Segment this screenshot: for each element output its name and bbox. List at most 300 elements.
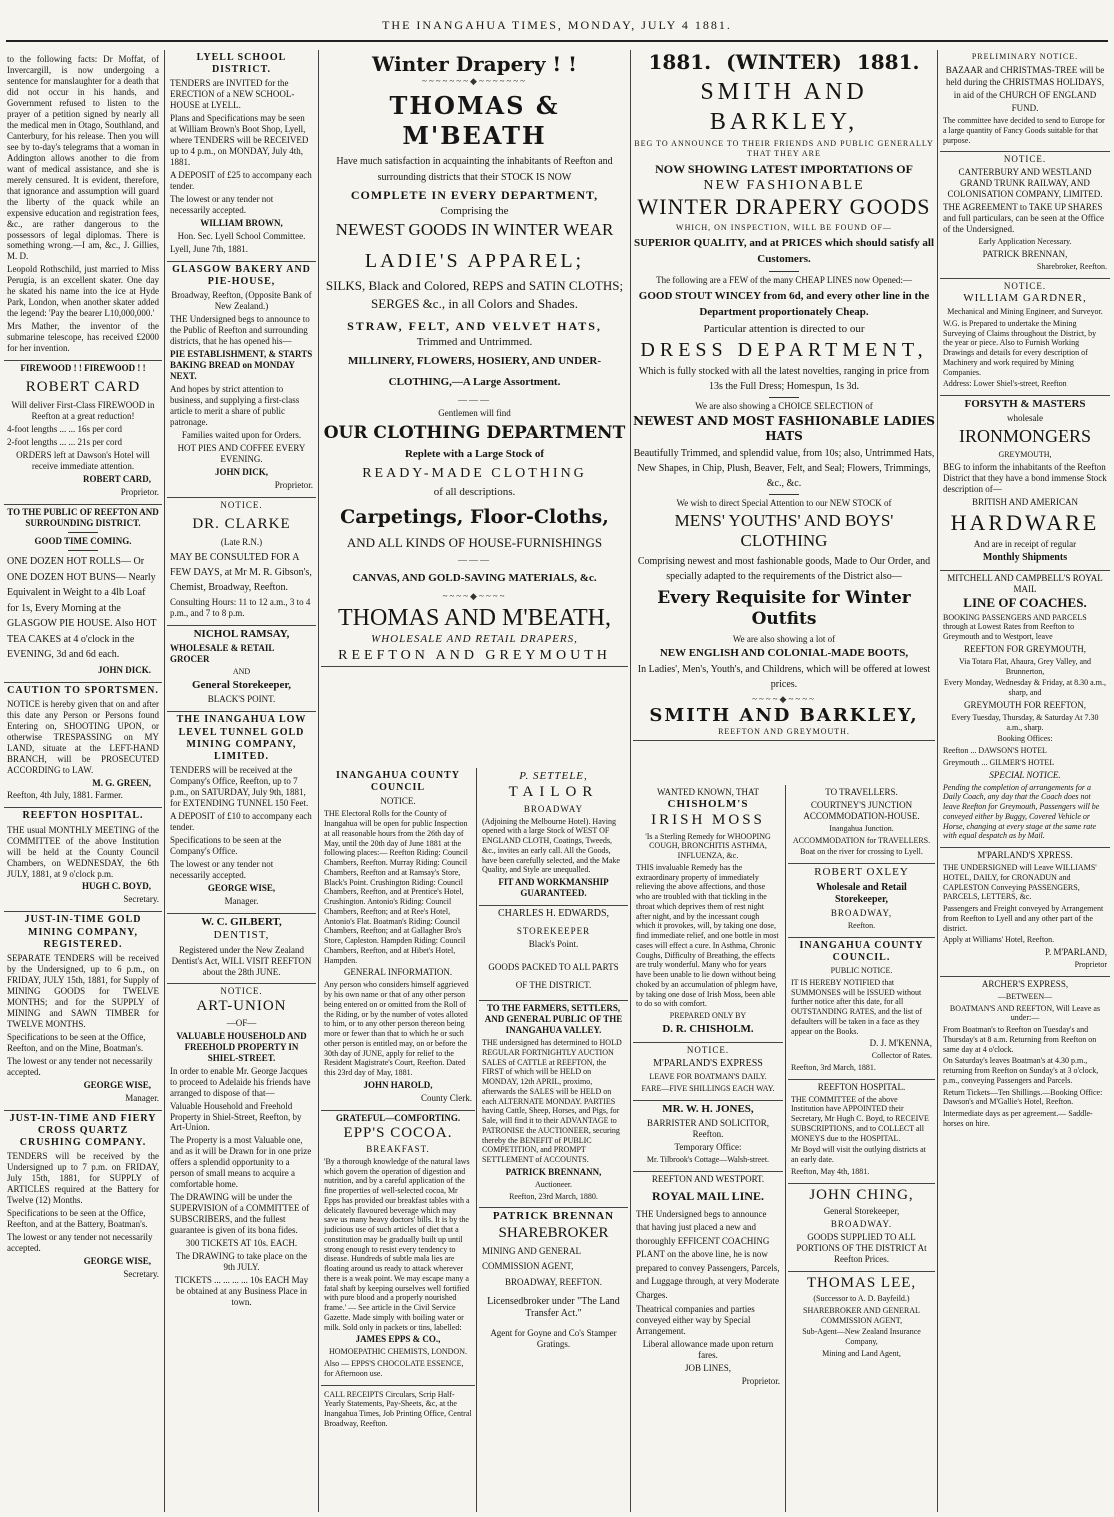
epps-also: Also — EPPS'S CHOCOLATE ESSENCE, for Afternoon use. (324, 1359, 464, 1378)
comprising-line: Comprising the (440, 204, 509, 217)
mitchell-line: MITCHELL AND CAMPBELL'S ROYAL MAIL (947, 572, 1103, 594)
notice-heading: NOTICE. (1003, 280, 1047, 291)
fiery-ad (4, 1111, 162, 1286)
jones-name: MR. W. H. JONES, (662, 1102, 754, 1115)
masthead-title: THE INANGAHUA TIMES, MONDAY, JULY 4 1881. (382, 18, 732, 32)
coaches-line: LINE OF COACHES. (963, 594, 1087, 610)
column-1 (4, 50, 162, 1512)
fit-line: FIT AND WORKMANSHIP GUARANTEED. (498, 877, 609, 899)
agreement-text: THE AGREEMENT to TAKE UP SHARES and full particulars, can be seen at the Office of the Undersigned. (943, 202, 1105, 235)
forsyth-ad (940, 396, 1110, 571)
sb-dress-text: Which is fully stocked with all the latest novelties, ranging in price from 13s the Full Dress; Homespun, 1s 3d. (638, 366, 930, 393)
council-text: THE Electoral Rolls for the County of Inangahua will be open for public Inspection at all reasonable hours from the 26th day of May, until the 20th day of June 1881 at the following places:— Reefton Riding: Council Chambers, Reefton. Murray Riding: Council Chambers, Reefton and at Ramsay's Store, Black's Point. Crushington Riding: Council Chambers, Reefton, and at Prentice's Hotel, Crushington. Antonio's Riding: Council Chambers, Reefton; and at Ree's Hotel, Antonio's Flat. Boatman's Riding: Council Chambers, Reefton; and at Gallagher Bro's Store, Capleston. Hampden Riding: Council Chambers, Reefton, and at Hibet's Hotel, Hampden. (324, 809, 468, 965)
job-signature: JOB LINES, (684, 1362, 731, 1373)
jit-spec: Specifications to be seen at the Office, Reefton, and on the Mine, Boatman's. (7, 1031, 146, 1053)
sb-hats: NEWEST AND MOST FASHIONABLE LADIES HATS (633, 414, 935, 444)
sb-particular: Particular attention is directed to our (703, 322, 865, 335)
lyell-deposit: A DEPOSIT of £25 to accompany each tender. (170, 170, 312, 192)
gardner-text: W.G. is Prepared to undertake the Mining Surveying of Claims throughout the District, by the year or piece. Also to Furnish Working Drawings and details for every description of Machinery and work required by Mining Companies. (943, 318, 1097, 377)
moss-body: THIS invaluable Remedy has the extraordinary property of immediately relieving the above affections, and those who are troubled with that tickling in the throat which deprives them of rest night after night, and by the incessant cough which it provokes, will, by taking one dose, find immediate relief, and one bottle in most cases will effect a cure. In Asthma, Chronic Coughs, Difficulty of Breathing, the effects are truly wonderful. Many who for years have been unable to lie down without being choked by an accumulation of phlegm have, by taking one dose of Irish Moss, been able to do so with comfort. (636, 862, 779, 1009)
clarke-hours: Consulting Hours: 11 to 12 a.m., 3 to 4 p.m., and 7 to 8 p.m. (170, 596, 311, 618)
fiery-signature: GEORGE WISE, (83, 1255, 151, 1266)
column-4b (788, 785, 935, 1512)
ironmongers-line: IRONMONGERS (958, 426, 1091, 447)
rolls-text: ONE DOZEN HOT ROLLS— Or ONE DOZEN HOT BUNS— Nearly Equivalent in Weight to a 4lb Loaf for 1s, Every Morning at the GLASGOW PIE HOUSE. Also HOT TEA CAKES at 4 o'clock in the EVENING, 3d and 6d each. (7, 556, 157, 661)
clarke-name: DR. CLARKE (192, 515, 291, 532)
special-notice: SPECIAL NOTICE. (989, 769, 1061, 780)
irish-moss: IRISH MOSS (651, 812, 765, 829)
accommodation-line: ACCOMMODATION for TRAVELLERS. (792, 835, 931, 845)
card-text: Will deliver First-Class FIREWOOD in Reefton at a great reduction! (11, 400, 155, 422)
info-text: Any person who considers himself aggrieved by his own name or that of any other person being entered on or omitted from the Roll of the Riding, or by the number of votes alloted to him, or to any other person thereon being more or fewer than that to which he or such other person is entitled may, on or before the 30th day of JUNE, apply for relief to the Resident Magistrate's Court, Reefton. Dated this 23rd day of May, 1881. (324, 980, 469, 1078)
fiery-lowest: The lowest or any tender not necessarily accepted. (7, 1231, 153, 1253)
replete-line: Replete with a Large Stock of (404, 447, 544, 460)
settele-ad (479, 768, 628, 906)
british-line: BRITISH AND AMERICAN (971, 496, 1078, 507)
column-rule (785, 785, 786, 1512)
lyell-text: TENDERS are INVITED for the ERECTION of a NEW SCHOOL-HOUSE at LYELL. (170, 78, 295, 111)
glasgow-pie: PIE ESTABLISHMENT, & STARTS BAKING BREAD on MONDAY NEXT. (170, 349, 313, 382)
gilbert-name: W. C. GILBERT, (201, 915, 282, 928)
ornament: ——— (458, 395, 491, 406)
pie-house-ad (4, 505, 162, 682)
r2g-line: REEFTON FOR GREYMOUTH, (963, 643, 1087, 654)
hardware-line: HARDWARE (950, 509, 1100, 535)
council-notice: NOTICE. (380, 796, 416, 807)
gardner-ad (940, 279, 1110, 396)
epps-name: EPP'S COCOA. (343, 1124, 453, 1141)
lee-agent: Sub-Agent—New Zealand Insurance Company, (802, 1327, 921, 1347)
trimmed-line: Trimmed and Untrimmed. (416, 336, 533, 349)
junction-line: Inangahua Junction. (829, 823, 894, 833)
farmers-signature: PATRICK BRENNANN, (505, 1166, 602, 1177)
from1-text: From Boatman's to Reefton on Tuesday's and Thursday's at 8 a.m. Returning from Reefton on same day at 4 o'clock. (943, 1025, 1097, 1054)
column-rule (164, 50, 165, 1512)
divider (68, 532, 98, 533)
ching-ad (788, 1184, 935, 1272)
ramsay-ad (167, 626, 316, 712)
farmers-signature-role: Auctioneer. (534, 1179, 573, 1189)
mather-item: Mrs Mather, the inventor of the submarine telescope, has received £2000 for her invention. (7, 321, 159, 354)
preliminary-title: PRELIMINARY NOTICE. (971, 52, 1079, 61)
ching-trade: General Storekeeper, (823, 1206, 900, 1217)
farmers-ad (479, 1001, 628, 1208)
gilbert-profession: DENTIST, (213, 929, 270, 942)
sb-which: WHICH, ON INSPECTION, WILL BE FOUND OF— (676, 222, 892, 232)
hospital-collect-text: THE COMMITTEE of the above Institution have APPOINTED their Secretary, Mr Hugh C. Boyd, to RECEIVE SUBSCRIPTIONS, and to COLLECT all MONEYS due to the HOSPITAL. (791, 1094, 929, 1143)
art-union-text: VALUABLE HOUSEHOLD AND FREEHOLD PROPERTY IN SHIEL-STREET. (176, 1030, 307, 1063)
oxley-town: Reefton. (847, 920, 876, 930)
apply-line: Apply at Williams' Hotel, Reefton. (943, 935, 1055, 945)
brennan-signature: PATRICK BRENNAN, (982, 248, 1068, 259)
rates-notice-ad (788, 938, 935, 1080)
glasgow-signature-role: Proprietor. (274, 479, 313, 490)
courtney-ad (788, 785, 935, 864)
tunnel-signature: GEORGE WISE, (207, 882, 276, 893)
sb-footer-name: SMITH AND BARKLEY, (649, 704, 919, 726)
caution-ad (4, 683, 162, 809)
tunnel-spec: Specifications to be seen at the Company's Office. (170, 834, 282, 856)
edwards-ad (479, 906, 628, 1001)
tm-places: REEFTON AND GREYMOUTH (321, 647, 628, 667)
hospital-signature: HUGH C. BOYD, (81, 881, 151, 892)
notice-heading: NOTICE. (686, 1045, 730, 1056)
card-signature: ROBERT CARD, (82, 474, 151, 485)
greymouth-line: GREYMOUTH, (998, 450, 1052, 460)
hospital-ad (4, 808, 162, 912)
art-union-ad (167, 984, 316, 1313)
sb-showing: NOW SHOWING LATEST IMPORTATIONS OF (655, 162, 913, 177)
art-union-of: —OF— (226, 1017, 257, 1028)
divider (769, 397, 799, 398)
card-line-1: 4-foot lengths ... ... 16s per cord (7, 424, 122, 435)
rolls-signature: JOHN DICK. (97, 664, 151, 675)
info-signature-role: County Clerk. (421, 1092, 472, 1103)
sb-choice: We are also showing a CHOICE SELECTION of (695, 401, 873, 412)
public-notice-line: PUBLIC NOTICE. (830, 966, 893, 976)
gardner-address: Address: Lower Shiel's-street, Reefton (943, 379, 1067, 389)
column-4a (633, 785, 783, 1512)
sb-lot: We are also showing a lot of (732, 633, 836, 644)
art-union-property: The Property is a most Valuable one, and as it will be Drawn for in one prize offers a splendid opportunity to a person of small means to acquire a comfortable home. (170, 1135, 312, 1190)
mparland-title: M'PARLAND'S EXPRESS (653, 1058, 763, 1070)
brennan-address: Sharebroker, Reefton. (1036, 261, 1107, 271)
gentlemen-line: Gentlemen will find (438, 408, 511, 419)
chisholm-line: CHISHOLM'S (667, 797, 749, 810)
caution-signature: M. G. GREEN, (92, 777, 151, 788)
forsyth-text: BEG to inform the inhabitants of the Reefton District that they have a bond immense Stock description of— (943, 462, 1107, 495)
goods-supplied: GOODS SUPPLIED TO ALL PORTIONS OF THE DISTRICT At Reefton Prices. (796, 1231, 927, 1264)
tm-trade: WHOLESALE AND RETAIL DRAPERS, (371, 633, 578, 646)
sb-boots-text: In Ladies', Men's, Youth's, and Childrens, which will be offered at lowest prices. (637, 663, 931, 690)
tunnel-text: TENDERS will be received at the Company's Office, Reefton, up to 7 p.m., on SATURDAY, July 9th, 1881, for EXTENDING TUNNEL 150 Feet. (170, 765, 309, 809)
art-union-drawing: The DRAWING will be under the SUPERVISION of a COMMITTEE of SUBSCRIBERS, and the fullest guarantee is given of its bona fides. (170, 1192, 310, 1236)
irish-moss-ad (633, 785, 783, 1043)
moss-text: 'Is a Sterling Remedy for WHOOPING COUGH, BRONCHITIS ASTHMA, INFLUENZA, &c. (645, 831, 771, 861)
lyell-date: Lyell, June 7th, 1881. (170, 243, 248, 254)
sb-fashionable: NEW FASHIONABLE (703, 178, 865, 194)
lee-ad (788, 1272, 935, 1365)
every2-line: Every Tuesday, Thursday, & Saturday At 7.30 a.m., sharp. (951, 712, 1099, 732)
mparland-signature: P. M'PARLAND, (1044, 947, 1107, 958)
art-union-tickets: 300 TICKETS AT 10s. EACH. (185, 1238, 298, 1249)
coaches-ad (940, 571, 1110, 848)
column-3a (321, 768, 475, 1512)
rates-text: IT IS HEREBY NOTIFIED that SUMMONSES will be ISSUED without further notice after this date, for all OUTSTANDING RATES, and the list of defaulters will be taken in a face as they appear on the Books. (791, 977, 922, 1036)
mparland-express-ad (633, 1043, 783, 1101)
all-descriptions: of all descriptions. (433, 486, 516, 499)
jit-lowest: The lowest or any tender not necessarily accepted. (7, 1055, 153, 1077)
sb-mens: MENS' YOUTHS' AND BOYS' CLOTHING (674, 510, 894, 551)
jit-title: JUST-IN-TIME GOLD MINING COMPANY, REGISTERED. (24, 914, 142, 950)
rothschild-item: Leopold Rothschild, just married to Miss Perugia, is an excellent skater. One day he skated his name into the ice at Hyde Park, London, when another skater added the legend: 'Pay the bearer L10,000,000.' (7, 264, 159, 319)
lee-trade: SHAREBROKER AND GENERAL COMMISSION AGENT, (803, 1305, 920, 1325)
winter-year: 1881. (WINTER) 1881. (648, 50, 920, 74)
column-rule (937, 50, 938, 1512)
early-line: Early Application Necessary. (978, 237, 1072, 247)
booking-text: BOOKING PASSENGERS AND PARCELS through at Lowest Rates from Reefton to Greymouth and to Westport, leave (943, 612, 1087, 642)
glasgow-signature: JOHN DICK, (214, 466, 268, 477)
westport-line: REEFTON AND WESTPORT. (651, 1174, 765, 1185)
committee-text: The committee have decided to send to Europe for a large quantity of Fancy Goods suitable for that purpose. (943, 116, 1105, 145)
ornament: ——— (458, 554, 491, 565)
brennan-ad (479, 1208, 628, 1356)
gardner-name: WILLIAM GARDNER, (963, 291, 1087, 304)
edwards-trade: STOREKEEPER (516, 926, 591, 937)
xpress-text: THE UNDERSIGNED will Leave WILLIAMS' HOTEL, DAILY, for CRONADUN and CAPLESTON Conveying PASSENGERS, PARCELS, LETTERS, &c. (943, 863, 1097, 902)
ramsay-and: AND (232, 667, 251, 677)
tunnel-signature-role: Manager. (224, 895, 259, 906)
lee-name: THOMAS LEE, (806, 1274, 917, 1291)
column-rule (476, 768, 477, 1512)
good-time-title: GOOD TIME COMING. (34, 536, 132, 547)
gilbert-text: Registered under the New Zealand Dentist's Act, WILL VISIT REEFTON about the 28th JUNE. (171, 944, 312, 977)
caution-date: Reefton, 4th July, 1881. Farmer. (7, 790, 123, 801)
epps-sub: BREAKFAST. (366, 1144, 430, 1155)
boyd-line: Mr Boyd will visit the outlying districts at an early date. (791, 1145, 926, 1165)
ramsay-text: WHOLESALE & RETAIL GROCER (170, 643, 274, 665)
via-line: Via Totara Flat, Ahaura, Grey Valley, and Brunnerton, (958, 656, 1092, 676)
masthead (0, 0, 1114, 44)
hospital-title: REEFTON HOSPITAL. (22, 810, 144, 822)
glasgow-families: Families waited upon for Orders. (181, 429, 302, 440)
brennan-text: MINING AND GENERAL COMMISSION AGENT, (482, 1246, 581, 1272)
farmers-text: THE undersigned has determined to HOLD REGULAR FORTNIGHTLY AUCTION SALES of CATTLE at REEFTON, the FIRST of which will be HELD on MONDAY, 12th APRIL, proximo, afterwards the SALES will be HELD on each ALTERNATE MONDAY. PARTIES having Cattle, Sheep, Horses, and Pigs, for Sale, will find it to their ADVANTAGE to PATRONISE the AUCTIONEER, securing thereby the BENEFIT of PUBLIC COMPETITION, and PROMPT SETTLEMENT of ACCOUNTS. (482, 1038, 622, 1165)
temporary-address: Mr. Tilbrook's Cottage—Walsh-street. (646, 1155, 770, 1165)
art-union-order: In order to enable Mr. George Jacques to proceed to Adelaide his friends have arranged to dispose of that— (170, 1065, 311, 1098)
epps-ad (321, 1111, 475, 1386)
notice-heading: NOTICE. (220, 499, 263, 510)
fiery-text: TENDERS will be received by the Undersigned up to 7 p.m. on FRIDAY, July 15th, 1881, for SUPPLY of ARTICLES required at the Battery for Twelve (12) Months. (7, 1151, 159, 1206)
oxley-name: ROBERT OXLEY (814, 866, 909, 879)
prepared-line: PREPARED ONLY BY (669, 1011, 747, 1021)
carpetings-line: Carpetings, Floor-Cloths, (340, 505, 609, 528)
gardner-trade: Mechanical and Mining Engineer, and Surveyor. (947, 307, 1103, 316)
tunnel-ad (167, 712, 316, 913)
ornament: ~~~~◆~~~~ (752, 693, 816, 704)
firewood-title: FIREWOOD ! ! FIREWOOD ! ! (20, 363, 146, 374)
general-info: GENERAL INFORMATION. (343, 967, 453, 978)
sb-announce: BEG TO ANNOUNCE TO THEIR FRIENDS AND PUBLIC GENERALLY THAT THEY ARE (634, 138, 934, 158)
thomas-mbeath-ad (321, 50, 628, 765)
special-text: Pending the completion of arrangements for a Daily Coach, any day that the Coach does not leave Reefton for Greymouth, Passengers will be conveyed either by Buggy, Covered Vehicle or Horse, changing at every stage at the same rate with equal despatch as by Mail. (943, 782, 1100, 841)
card-name: ROBERT CARD (25, 379, 141, 396)
epps-signature: JAMES EPPS & CO., (355, 1334, 441, 1345)
return-text: Return Tickets—Ten Shillings.—Booking Office: Dawson's and M'Gallie's Hotel, Reefton. (943, 1087, 1103, 1107)
council-ad (321, 768, 475, 1111)
hats-line: STRAW, FELT, AND VELVET HATS, (347, 319, 602, 334)
council-title: INANGAHUA COUNTY COUNCIL (335, 770, 461, 794)
archer-ad (940, 977, 1110, 1135)
sb-wish: We wish to direct Special Attention to our NEW STOCK of (676, 497, 892, 508)
ladies-apparel: LADIE'S APPAREL; (364, 249, 585, 272)
epps-tag: GRATEFUL—COMFORTING. (335, 1112, 461, 1123)
jones-ad (633, 1101, 783, 1172)
every1-line: Every Monday, Wednesday & Friday, at 8.30 a.m., sharp, and (944, 678, 1106, 698)
goods-packed: GOODS PACKED TO ALL PARTS OF THE DISTRICT. (488, 962, 619, 991)
monthly-line: Monthly Shipments (982, 551, 1068, 563)
farmers-title: TO THE FARMERS, SETTLERS, AND GENERAL PUBLIC OF THE INANGAHUA VALLEY. (484, 1003, 623, 1036)
card-orders: ORDERS left at Dawson's Hotel will receive immediate attention. (16, 450, 150, 472)
notice-heading: NOTICE. (1003, 154, 1047, 165)
canvas-line: CANVAS, AND GOLD-SAVING MATERIALS, &c. (352, 571, 597, 584)
boat-line: Boat on the river for crossing to Lyell. (800, 847, 923, 857)
job-signature-role: Proprietor. (741, 1375, 780, 1386)
art-union-date: The DRAWING to take place on the 9th JULY. (175, 1251, 308, 1273)
divider (769, 271, 799, 272)
complete-line: COMPLETE IN EVERY DEPARTMENT, (350, 187, 599, 202)
epps-signature-role: HOMOEPATHIC CHEMISTS, LONDON. (329, 1347, 467, 1357)
lyell-lowest: The lowest or any tender not necessarily accepted. (170, 194, 274, 216)
jit-ad (4, 912, 162, 1110)
royal-mail-ad (633, 1172, 783, 1393)
column-5 (940, 50, 1110, 1512)
newest-goods: NEWEST GOODS IN WINTER WEAR (335, 219, 614, 239)
fiery-title: JUST-IN-TIME AND FIERY CROSS QUARTZ CRUSHING COMPANY. (9, 1112, 157, 1148)
column-2 (167, 50, 316, 1512)
ramsay-store: General Storekeeper, (192, 679, 291, 692)
railway-ad (940, 152, 1110, 278)
sb-mens-text: Comprising newest and most fashionable goods, Made to Our Order, and specially adapted to the requirements of the District also— (637, 556, 931, 583)
sb-places: REEFTON AND GREYMOUTH. (633, 727, 935, 741)
fiery-signature-role: Secretary. (123, 1268, 159, 1279)
saturday-text: On Saturday's leaves Boatman's at 4.30 p.m., returning from Reefton on Sunday's at 3 o'clock, p.m., conveying Passengers and Parcels. (943, 1056, 1099, 1085)
temporary-line: Temporary Office: (674, 1142, 742, 1153)
booking-offices: Booking Offices: (997, 734, 1053, 744)
bazaar-text: BAZAAR and CHRISTMAS-TREE will be held during the CHRISTMAS HOLIDAYS, in aid of the CHURCH OF ENGLAND FUND. (945, 64, 1105, 113)
royal-text: THE Undersigned begs to announce that having just placed a new and thoroughly EFFICENT COACHING PLANT on the above line, he is now prepared to convey Passengers, Parcels, and Luggage through, at very Moderate Charges. (636, 1208, 780, 1300)
clothing-department: OUR CLOTHING DEPARTMENT (323, 423, 626, 444)
card-line-2: 2-foot lengths ... ... 21s per cord (7, 437, 122, 448)
sb-every: Every Requisite for Winter Outfits (657, 588, 911, 629)
jit-signature-role: Manager. (125, 1092, 159, 1103)
notice-heading: NOTICE. (220, 986, 263, 997)
mkenna-role: Collector of Rates. (871, 1051, 932, 1061)
sb-hats-text: Beautifully Trimmed, and splendid value, from 10s; also, Untrimmed Hats, New Shapes, in Chip, Plush, Beaver, Felt, and Seal; Flowers, Trimmings, &c., &c. (633, 447, 935, 489)
office-2: Greymouth ... GILMER'S HOTEL (943, 757, 1055, 767)
divider (68, 550, 98, 551)
column-rule (630, 50, 631, 1512)
tm-footer-name: THOMAS AND M'BEATH, (337, 605, 611, 632)
brennan-where: BROADWAY, REEFTON. (504, 1276, 603, 1287)
edwards-name: CHARLES H. EDWARDS, (497, 908, 610, 920)
wanted-line: WANTED KNOWN, THAT (656, 787, 760, 797)
jit-signature: GEORGE WISE, (83, 1079, 151, 1090)
agent-line: Agent for Goyne and Co's Stamper Gratings. (490, 1328, 617, 1349)
letter-block (4, 50, 162, 361)
sb-boots: NEW ENGLISH AND COLONIAL-MADE BOOTS, (659, 646, 909, 659)
archer-title: ARCHER'S EXPRESS, (981, 978, 1069, 989)
fare-line: FARE—FIVE SHILLINGS EACH WAY. (641, 1084, 775, 1094)
xpress-title: M'PARLAND'S XPRESS. (977, 850, 1073, 861)
lee-sub: (Successor to A. D. Bayfeild.) (813, 1294, 910, 1304)
mparland-role: Proprietor (1074, 960, 1107, 970)
public-title: TO THE PUBLIC OF REEFTON AND SURROUNDING DISTRICT. (7, 507, 159, 529)
readymade-line: READY-MADE CLOTHING (362, 466, 587, 482)
g2r-line: GREYMOUTH FOR REEFTON, (963, 699, 1087, 710)
epps-text: 'By a thorough knowledge of the natural laws which govern the operation of digestion and nutrition, and by a careful application of the fine properties of well-selected cocoa, Mr Epps has provided our breakfast tables with a delicately flavoured beverage which may save us many heavy doctors' bills. It is by the judicious use of such articles of diet that a constitution may be gradually built up until strong enough to resist every tendency to disease. Hundreds of subtle mala lies are floating around us ready to attack wherever there is a weak point. We may escape many a fatal shaft by keeping ourselves well fortified with pure blood and a properly nourished frame.' — See article in the Civil Service Gazette. Made simply with boiling water or milk. Sold only in packets or tins, labelled: (324, 1156, 470, 1332)
art-union-obtain: TICKETS ... ... ... ... 10s EACH May be obtained at any Business Place in town. (174, 1275, 309, 1307)
lyell-signature: WILLIAM BROWN, (200, 218, 283, 228)
mparland-sub: LEAVE FOR BOATMAN'S DAILY. (649, 1072, 767, 1082)
hospital-title-2: REEFTON HOSPITAL. (817, 1081, 906, 1092)
settele-text: (Adjoining the Melbourne Hotel). Having opened with a large Stock of WEST OF ENGLAND CLOTH, Coatings, Tweeds, &c., invites an early call. All the Goods, have been carefully selected, and the Make Quality, and Style are unequalled. (482, 816, 620, 875)
ornament: ~~~~~~~◆~~~~~~~ (421, 76, 528, 87)
between-line: —BETWEEN— (997, 991, 1053, 1001)
glasgow-sub: Broadway, Reefton, (Opposite Bank of New Zealand.) (171, 290, 312, 312)
glasgow-hope: And hopes by strict attention to business, and supplying a first-class article to merit a share of public patronage. (170, 384, 300, 427)
card-signature-role: Proprietor. (120, 487, 159, 498)
mkenna-date: Reefton, 3rd March, 1881. (791, 1063, 876, 1072)
route-line: BOATMAN'S AND REEFTON, Will Leave as under:— (949, 1003, 1101, 1023)
hospital-signature-role: Secretary. (123, 894, 159, 905)
divider (769, 494, 799, 495)
liberal-line: Liberal allowance made upon return fares. (642, 1339, 774, 1361)
theatrical-line: Theatrical companies and parties conveyed either way by Special Arrangement. (636, 1304, 755, 1337)
caution-title: CAUTION TO SPORTSMEN. (7, 684, 159, 696)
lyell-title: LYELL SCHOOL DISTRICT. (196, 52, 287, 76)
sb-brand: SMITH AND BARKLEY, (700, 79, 868, 135)
broadway-line: BROADWAY (523, 803, 584, 814)
glasgow-hot: HOT PIES AND COFFEE EVERY EVENING. (177, 442, 306, 464)
prepared-name: D. R. CHISHOLM. (662, 1022, 754, 1035)
tunnel-deposit: A DEPOSIT of £10 to accompany each tender. (170, 811, 312, 832)
sb-wincey: GOOD STOUT WINCEY from 6d, and every other line in the Department proportionately Cheap. (638, 289, 930, 319)
bazaar-ad (940, 50, 1110, 152)
gilbert-ad (167, 914, 316, 985)
column-3b (479, 768, 628, 1512)
clarke-late: (Late R.N.) (220, 537, 263, 548)
letter-text: to the following facts: Dr Moffat, of Invercargill, is now undergoing a sentence for manslaughter for a death that did not occur in his hands, and Government refused to listen to the prayer of a petition signed by nearly all the medical men in Otago, Southland, and Canterbury, for his release. Then you will see by to-day's telegrams that a woman in Addington allows another to die from want of medical assistance, and she is merely censured. It is evident, therefore, that ignorance and assumption will guard the liberty of the quack while an expensive education and registration fees, &c., are rather dangerous to the possessors of legal diplomas. There is something wrong.—I am, &c., J. Gillies, M. D. (7, 54, 159, 262)
sb-winter: WINTER DRAPERY GOODS (637, 194, 931, 220)
canterbury-line: CANTERBURY AND WESTLAND GRAND TRUNK RAILWAY, AND COLONISATION COMPANY, LIMITED. (947, 167, 1103, 200)
royal-mail-title: ROYAL MAIL LINE. (652, 1189, 764, 1204)
farmers-date: Reefton, 23rd March, 1880. (509, 1191, 598, 1201)
clarke-ad (167, 498, 316, 626)
caution-text: NOTICE is hereby given that on and after this date any Person or Persons found Entering on, SHOOTING UPON, or otherwise TRESPASSING on MY LAND, situate at the LEFT-HAND BRANCH, will be PROSECUTED ACCORDING to LAW. (7, 698, 159, 775)
xpress-ad (940, 848, 1110, 977)
brennan-name: PATRICK BRENNAN (492, 1210, 615, 1223)
settele-name: P. SETTELE, (519, 770, 588, 782)
art-union-title: ART-UNION (196, 998, 287, 1015)
licensed-line: Licensedbroker under "The Land Transfer Act." (487, 1295, 620, 1319)
travellers-line: TO TRAVELLERS. (825, 787, 898, 797)
silks-line: SILKS, Black and Colored, REPS and SATIN CLOTHS; SERGES &c., in all Colors and Shades. (325, 278, 624, 312)
intermediate-text: Intermediate days as per agreement.— Saddle-horses on hire. (943, 1109, 1093, 1128)
lyell-signature-role: Hon. Sec. Lyell School Committee. (177, 230, 306, 241)
sb-following: The following are a FEW of the many CHEAP LINES now Opened:— (656, 274, 912, 285)
office-1: Reefton ... DAWSON'S HOTEL (943, 746, 1047, 756)
ching-name: JOHN CHING, (809, 1186, 914, 1203)
forsyth-name: FORSYTH & MASTERS (964, 398, 1086, 410)
ramsay-name: NICHOL RAMSAY, (193, 627, 290, 640)
millinery-line: MILLINERY, FLOWERS, HOSIERY, AND UNDER-CLOTHING,—A Large Assortment. (348, 355, 601, 389)
receipt-line: And are in receipt of regular (973, 538, 1077, 549)
column-rule (318, 50, 319, 1512)
sb-superior: SUPERIOR QUALITY, and at PRICES which should satisfy all Customers. (633, 236, 935, 266)
furnishings-line: AND ALL KINDS OF HOUSE-FURNISHINGS (346, 534, 603, 550)
rates-council: INANGAHUA COUNTY COUNCIL. (799, 939, 924, 963)
jit-text: SEPARATE TENDERS will be received by the Undersigned, up to 6 p.m., on FRIDAY, JULY 15th, 1881, for Supply of MINING GOODS for TWELVE MONTHS; and for the SUPPLY of MINING and SAWN TIMBER for TWELVE MONTHS. (7, 952, 159, 1029)
edwards-where: Black's Point. (528, 939, 579, 950)
call-text: CALL RECEIPTS Circulars, Scrip Half-Yearly Statements, Pay-Sheets, &c, at the Inangahua Times, Job Printing Office, Central Broadway, Reefton. (324, 1389, 472, 1428)
sb-dress: DRESS DEPARTMENT, (640, 339, 928, 362)
jones-text: BARRISTER AND SOLICITOR, Reefton. (646, 1118, 770, 1140)
brand-name: THOMAS & M'BEATH (389, 91, 560, 150)
tunnel-title: THE INANGAHUA LOW LEVEL TUNNEL GOLD MINING COMPANY, LIMITED. (176, 714, 307, 762)
boyd-date: Reefton, May 4th, 1881. (791, 1166, 870, 1176)
hospital-collect-ad (788, 1080, 935, 1184)
